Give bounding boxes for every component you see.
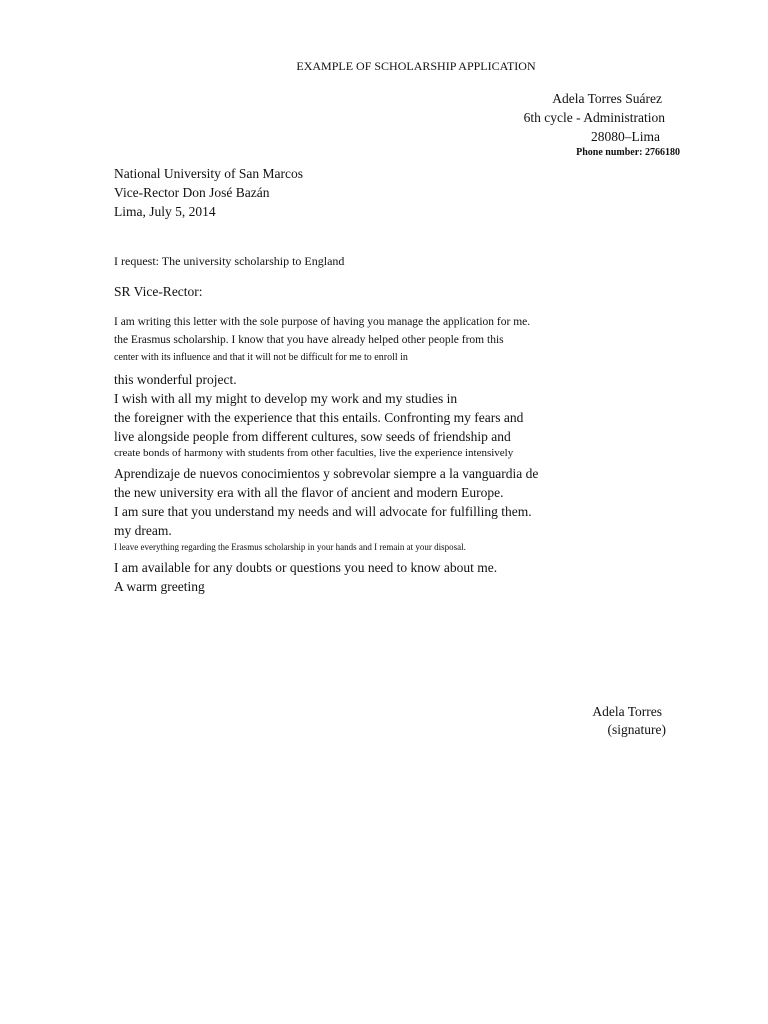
letter-date: Lima, July 5, 2014: [114, 204, 216, 219]
body-line: I leave everything regarding the Erasmus scholarship in your hands and I remain at your disposal.: [114, 542, 466, 552]
closing-line: A warm greeting: [114, 579, 205, 594]
sender-name: Adela Torres Suárez: [552, 91, 662, 106]
body-line: create bonds of harmony with students from other faculties, live the experience intensively: [114, 447, 514, 459]
body-line: the Erasmus scholarship. I know that you have already helped other people from this: [114, 334, 504, 346]
recipient-institution: National University of San Marcos: [114, 166, 303, 181]
body-line: my dream.: [114, 523, 172, 538]
sender-phone: Phone number: 2766180: [576, 147, 680, 158]
sender-cycle: 6th cycle - Administration: [523, 110, 665, 125]
body-line: live alongside people from different cultures, sow seeds of friendship and: [114, 429, 511, 444]
body-line: the foreigner with the experience that this entails. Confronting my fears and: [114, 410, 524, 425]
document-title: EXAMPLE OF SCHOLARSHIP APPLICATION: [296, 59, 536, 73]
body-line: center with its influence and that it will not be difficult for me to enroll in: [114, 352, 408, 363]
letter-salutation: SR Vice-Rector:: [114, 284, 203, 299]
signature-label: (signature): [607, 722, 666, 737]
body-line: I am writing this letter with the sole purpose of having you manage the application for me.: [114, 316, 531, 328]
body-line: I wish with all my might to develop my work and my studies in: [114, 391, 458, 406]
letter-subject: I request: The university scholarship to England: [114, 254, 345, 268]
signature-name: Adela Torres: [592, 704, 662, 719]
body-line: I am available for any doubts or questions you need to know about me.: [114, 560, 498, 575]
body-line: Aprendizaje de nuevos conocimientos y sobrevolar siempre a la vanguardia de: [114, 466, 539, 481]
sender-postal-code: 28080–Lima: [591, 129, 660, 144]
body-line: the new university era with all the flavor of ancient and modern Europe.: [114, 485, 504, 500]
recipient-name: Vice-Rector Don José Bazán: [114, 185, 270, 200]
body-line: I am sure that you understand my needs and will advocate for fulfilling them.: [114, 504, 532, 519]
body-line: this wonderful project.: [114, 372, 237, 387]
